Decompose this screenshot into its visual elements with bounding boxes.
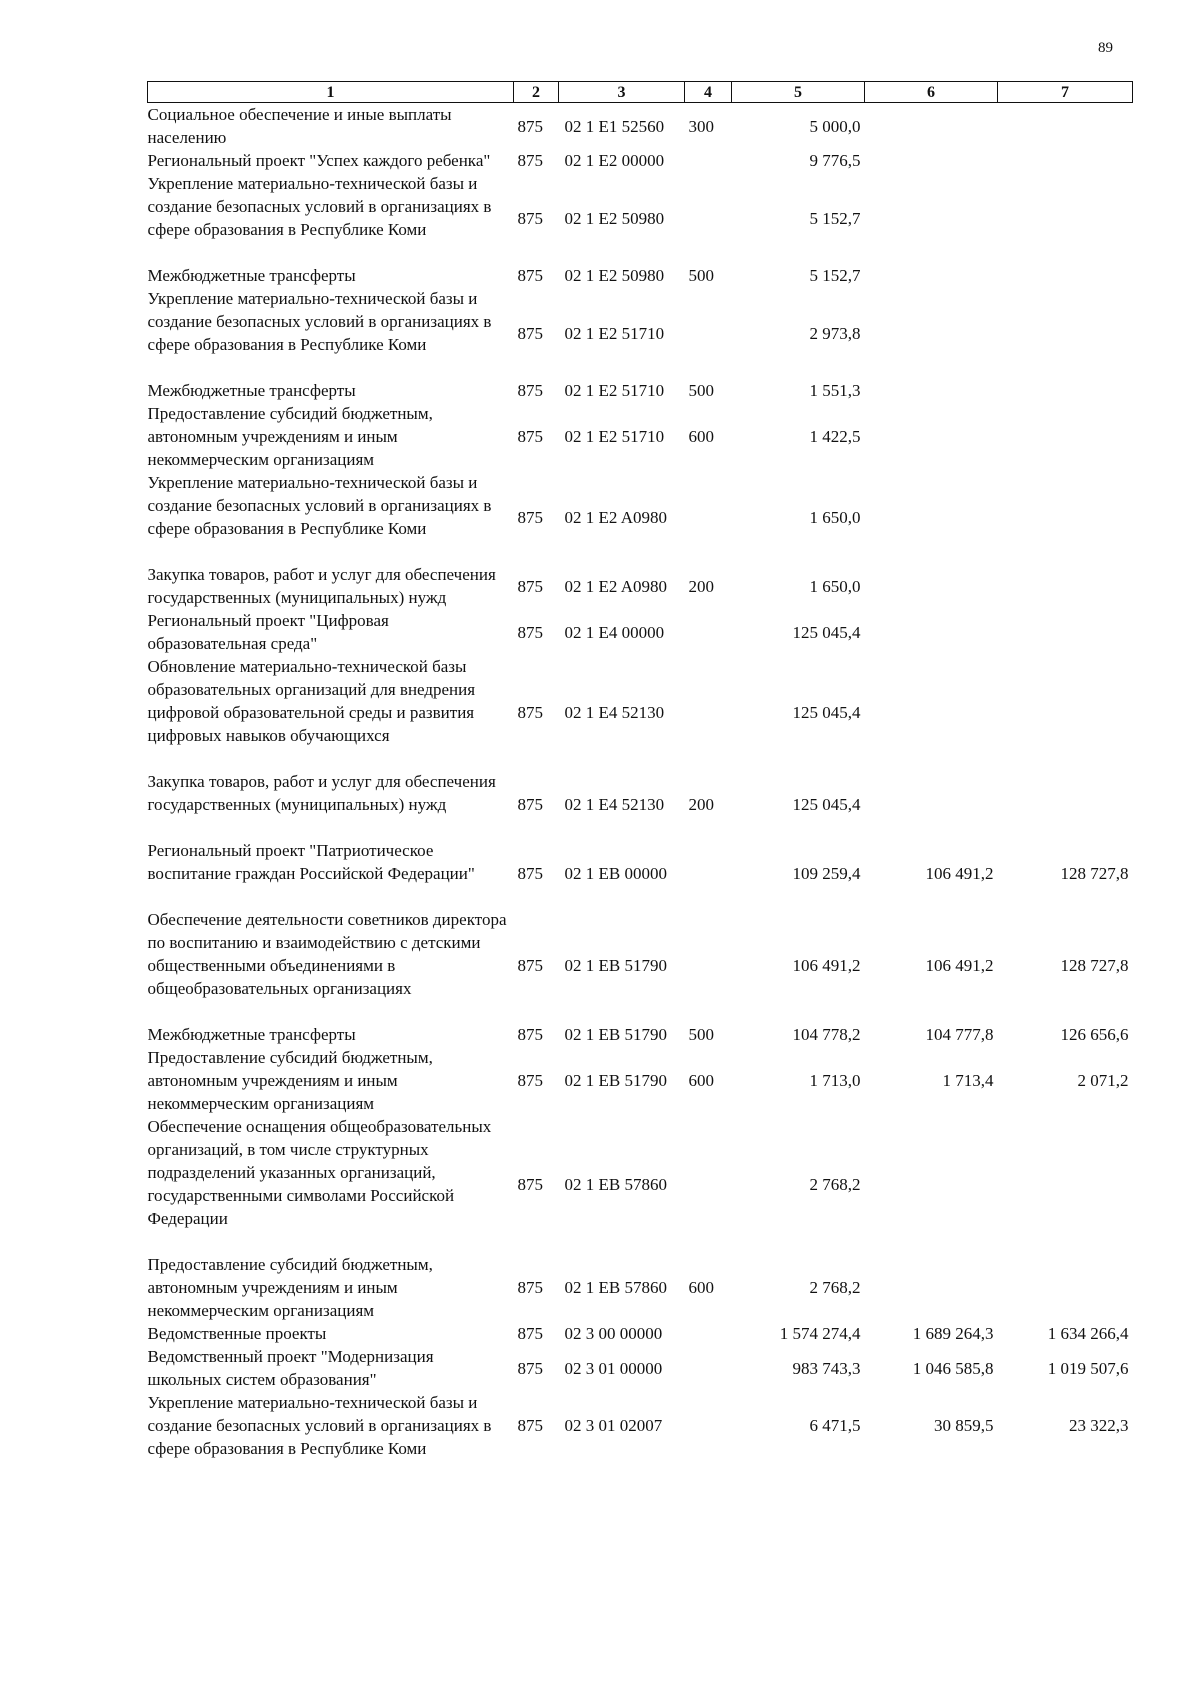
table-row [148,149,1133,172]
row-value-6 [865,770,998,839]
row-value-5: 5 152,7 [809,208,861,228]
row-admin-code: 875 [517,1174,543,1194]
table-row [148,264,1133,287]
row-value-5: 2 768,2 [809,1174,861,1194]
row-value-6 [865,149,998,172]
row-name: Межбюджетные трансферты [147,381,356,400]
row-value-5: 5 000,0 [809,116,861,136]
row-value-7 [998,471,1133,563]
table-row [148,770,1133,839]
row-admin-code: 875 [517,1278,543,1297]
row-admin-code: 875 [517,116,543,136]
row-budget-code: 02 1 EB 51790 [564,1025,667,1044]
table-row [148,1046,1133,1115]
table-row [148,379,1133,402]
row-value-5: 125 045,4 [792,622,861,642]
row-name: Межбюджетные трансферты [147,266,356,285]
row-value-7: 1 019 507,6 [1047,1358,1129,1378]
table-row [148,839,1133,908]
row-budget-code: 02 1 E2 00000 [564,151,665,170]
row-admin-code: 875 [517,864,543,883]
row-admin-code: 875 [517,427,543,446]
row-budget-code: 02 1 EB 57860 [564,1174,667,1194]
row-budget-code: 02 1 E2 51710 [564,381,665,400]
row-value-7 [998,655,1133,770]
row-expense-type [685,1345,732,1391]
row-expense-type [685,609,732,655]
row-value-5: 106 491,2 [792,956,861,975]
row-value-6: 30 859,5 [934,1416,994,1435]
row-budget-code: 02 1 E4 52130 [564,795,665,814]
row-name: Предоставление субсидий бюджетным, автономным учреждениям и иным некоммерческим организациям [147,1048,433,1113]
row-admin-code: 875 [517,956,543,975]
row-value-6: 106 491,2 [925,864,994,883]
row-value-5: 1 650,0 [809,507,861,527]
row-value-7 [998,287,1133,379]
row-value-7 [998,103,1133,150]
row-value-6: 106 491,2 [925,956,994,975]
row-admin-code: 875 [517,576,543,596]
row-expense-type: 600 [688,427,714,446]
table-row [148,908,1133,1023]
table-row [148,103,1133,150]
table-row [148,609,1133,655]
row-value-6 [865,1115,998,1253]
row-expense-type: 200 [688,795,714,814]
row-value-5: 1 551,3 [809,381,861,400]
row-budget-code: 02 1 E2 51710 [564,427,665,446]
row-name: Предоставление субсидий бюджетным, автономным учреждениям и иным некоммерческим организациям [147,404,433,469]
column-header-4: 4 [685,82,732,103]
row-value-5: 1 713,0 [809,1071,861,1090]
row-name: Обновление материально-технической базы образовательных организаций для внедрения цифровой образовательной среды и развития цифровых навыков обучающихся [147,657,476,745]
row-value-5: 125 045,4 [792,795,861,814]
row-name: Социальное обеспечение и иные выплаты населению [147,105,452,147]
row-value-6 [865,1253,998,1322]
table-row [148,1322,1133,1345]
row-value-7 [998,149,1133,172]
row-name: Укрепление материально-технической базы и создание безопасных условий в организациях в сфере образования в Республике Коми [147,1393,492,1458]
row-value-6 [865,264,998,287]
row-budget-code: 02 1 E2 A0980 [564,507,667,527]
column-header-1: 1 [148,82,514,103]
row-value-6 [865,379,998,402]
row-name: Межбюджетные трансферты [147,1025,356,1044]
row-value-5: 1 650,0 [809,576,861,596]
row-expense-type [685,908,732,1023]
table-row [148,172,1133,264]
row-expense-type: 300 [688,116,714,136]
row-admin-code: 875 [517,151,543,170]
table-row [148,563,1133,609]
table-body [148,103,1133,1461]
row-value-6: 1 713,4 [942,1071,994,1090]
row-value-7 [998,172,1133,264]
row-name: Укрепление материально-технической базы и создание безопасных условий в организациях в сфере образования в Республике Коми [147,289,492,354]
row-value-6: 1 689 264,3 [912,1324,994,1343]
row-name: Обеспечение оснащения общеобразовательных организаций, в том числе структурных подразделений указанных организаций, государственными символами Российской Федерации [147,1117,492,1228]
row-value-7 [998,1115,1133,1253]
page-number: 89 [1098,40,1113,56]
row-value-5: 2 973,8 [809,323,861,343]
row-value-7: 23 322,3 [1069,1416,1129,1435]
row-expense-type [685,1391,732,1460]
row-expense-type: 600 [688,1278,714,1297]
row-value-7 [998,379,1133,402]
header-row [148,82,1133,103]
row-value-6 [865,471,998,563]
row-value-7 [998,563,1133,609]
row-expense-type: 500 [688,266,714,285]
column-header-6: 6 [865,82,998,103]
row-admin-code: 875 [517,795,543,814]
row-value-7: 128 727,8 [1060,956,1129,975]
row-budget-code: 02 1 EB 51790 [564,956,667,975]
row-expense-type: 500 [688,381,714,400]
row-name: Региональный проект "Успех каждого ребенка" [147,151,491,170]
row-budget-code: 02 1 EB 51790 [564,1071,667,1090]
row-value-6: 104 777,8 [925,1025,994,1044]
row-value-5: 1 422,5 [809,427,861,446]
row-admin-code: 875 [517,208,543,228]
row-admin-code: 875 [517,381,543,400]
row-value-6 [865,563,998,609]
row-admin-code: 875 [517,266,543,285]
table-row [148,1391,1133,1460]
row-value-5: 9 776,5 [809,151,861,170]
row-budget-code: 02 1 E2 A0980 [564,576,667,596]
row-admin-code: 875 [517,1071,543,1090]
row-budget-code: 02 1 E2 50980 [564,266,665,285]
row-admin-code: 875 [517,703,543,722]
row-value-6 [865,609,998,655]
row-value-7: 2 071,2 [1077,1071,1129,1090]
row-value-5: 1 574 274,4 [779,1324,861,1343]
row-expense-type [685,149,732,172]
column-header-7: 7 [998,82,1133,103]
row-value-5: 104 778,2 [792,1025,861,1044]
row-value-7: 1 634 266,4 [1047,1324,1129,1343]
row-expense-type [685,1322,732,1345]
row-value-5: 2 768,2 [809,1278,861,1297]
row-budget-code: 02 1 E4 52130 [564,703,665,722]
table-row [148,287,1133,379]
row-value-7: 128 727,8 [1060,864,1129,883]
row-value-5: 6 471,5 [809,1416,861,1435]
column-header-2: 2 [514,82,559,103]
row-value-7 [998,402,1133,471]
row-value-6 [865,287,998,379]
row-budget-code: 02 1 E2 51710 [564,323,665,343]
table-row [148,1115,1133,1253]
row-name: Укрепление материально-технической базы и создание безопасных условий в организациях в сфере образования в Республике Коми [147,473,492,538]
row-expense-type [685,1115,732,1253]
row-name: Региональный проект "Цифровая образовательная среда" [147,611,389,653]
row-budget-code: 02 3 01 00000 [564,1358,663,1378]
row-expense-type [685,839,732,908]
table-row [148,1253,1133,1322]
row-value-5: 983 743,3 [792,1358,861,1378]
table-row [148,471,1133,563]
row-budget-code: 02 1 E1 52560 [564,116,665,136]
row-admin-code: 875 [517,507,543,527]
table-row [148,1345,1133,1391]
row-expense-type: 600 [688,1071,714,1090]
column-header-5: 5 [732,82,865,103]
row-name: Предоставление субсидий бюджетным, автономным учреждениям и иным некоммерческим организациям [147,1255,433,1320]
row-expense-type [685,172,732,264]
row-value-5: 125 045,4 [792,703,861,722]
row-budget-code: 02 1 E2 50980 [564,208,665,228]
row-budget-code: 02 1 EB 00000 [564,864,667,883]
row-value-6: 1 046 585,8 [912,1358,994,1378]
row-value-7 [998,1253,1133,1322]
row-expense-type [685,655,732,770]
row-value-6 [865,402,998,471]
row-name: Региональный проект "Патриотическое воспитание граждан Российской Федерации" [147,841,475,883]
column-header-3: 3 [559,82,685,103]
row-value-6 [865,103,998,150]
row-expense-type: 200 [688,576,714,596]
row-admin-code: 875 [517,1025,543,1044]
row-admin-code: 875 [517,622,543,642]
row-budget-code: 02 3 01 02007 [564,1416,663,1435]
row-admin-code: 875 [517,1324,543,1343]
row-admin-code: 875 [517,1358,543,1378]
row-budget-code: 02 3 00 00000 [564,1324,663,1343]
row-expense-type [685,287,732,379]
table-row [148,655,1133,770]
row-value-7 [998,770,1133,839]
row-value-5: 109 259,4 [792,864,861,883]
row-value-5: 5 152,7 [809,266,861,285]
row-value-6 [865,172,998,264]
row-admin-code: 875 [517,323,543,343]
table-row [148,1023,1133,1046]
row-value-7: 126 656,6 [1060,1025,1129,1044]
row-value-7 [998,609,1133,655]
row-name: Закупка товаров, работ и услуг для обеспечения государственных (муниципальных) нужд [147,772,496,814]
row-expense-type [685,471,732,563]
row-admin-code: 875 [517,1416,543,1435]
row-expense-type: 500 [688,1025,714,1044]
row-name: Ведомственные проекты [147,1324,327,1343]
row-name: Закупка товаров, работ и услуг для обеспечения государственных (муниципальных) нужд [147,565,496,607]
row-budget-code: 02 1 E4 00000 [564,622,665,642]
row-value-7 [998,264,1133,287]
row-name: Обеспечение деятельности советников директора по воспитанию и взаимодействию с детскими общественными объединениями в общеобразовательных организациях [147,910,507,998]
row-budget-code: 02 1 EB 57860 [564,1278,667,1297]
row-name: Укрепление материально-технической базы и создание безопасных условий в организациях в сфере образования в Республике Коми [147,174,492,239]
budget-table [147,81,1133,1460]
table-row [148,402,1133,471]
row-value-6 [865,655,998,770]
row-name: Ведомственный проект "Модернизация школьных систем образования" [147,1347,434,1389]
